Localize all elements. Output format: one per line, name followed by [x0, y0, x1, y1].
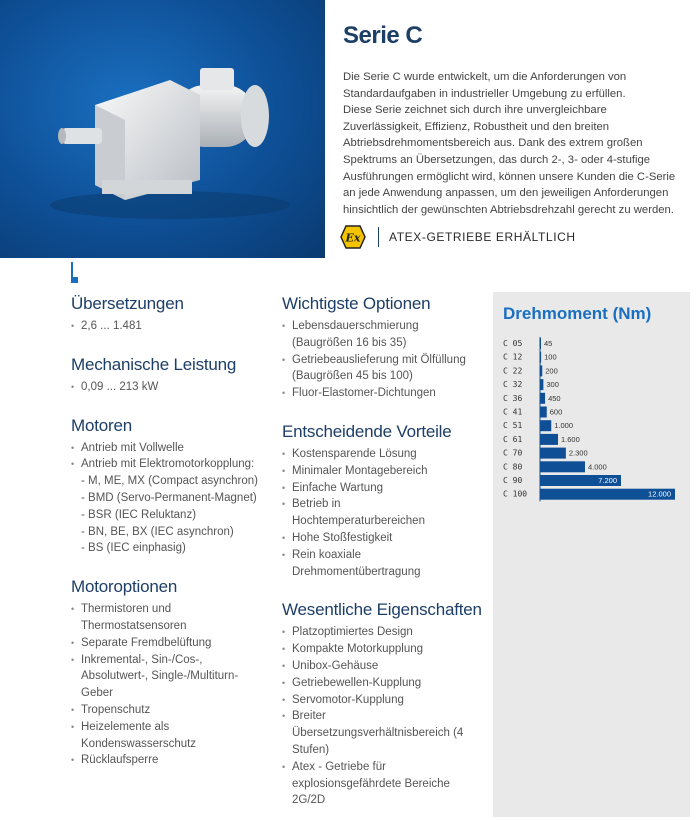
- value-label: 600: [549, 407, 563, 417]
- value-label: 7.200: [598, 476, 617, 485]
- list-item: • 2,6 ... 1.481: [71, 318, 276, 335]
- list-item: • Getriebeauslieferung mit Ölfüllung: [282, 352, 487, 369]
- value-label: 100: [544, 352, 557, 362]
- list-item: • Breiter: [282, 708, 487, 725]
- bullet-list: [71, 318, 276, 335]
- list-item: • Getriebewellen-Kupplung: [282, 675, 487, 692]
- list-item: (Baugrößen 45 bis 100): [292, 370, 413, 383]
- bullet-list: [71, 379, 276, 396]
- list-item: • Rein koaxiale: [282, 547, 487, 564]
- list-item: • Antrieb mit Elektromotorkopplung:: [71, 456, 276, 473]
- list-item: Thermostatsensoren: [81, 619, 187, 632]
- section: [71, 416, 276, 558]
- list-item: - BSR (IEC Reluktanz): [81, 508, 197, 521]
- category-label: C 32: [503, 380, 523, 390]
- value-label: 450: [548, 393, 561, 403]
- section: [71, 577, 276, 769]
- divider: [378, 227, 379, 247]
- list-item: • Servomotor-Kupplung: [282, 692, 487, 709]
- section: [71, 294, 276, 335]
- gearbox-illustration: [0, 0, 325, 258]
- list-item: • Antrieb mit Vollwelle: [71, 440, 276, 457]
- intro-line: Abtriebsdrehmomentsbereich aus. Dank des extrem großen: [343, 137, 643, 150]
- bullet-list: [282, 624, 487, 809]
- list-item: - M, ME, MX (Compact asynchron): [81, 475, 259, 488]
- list-item: • Separate Fremdbelüftung: [71, 635, 276, 652]
- section-accent: [71, 262, 78, 282]
- category-label: C 90: [503, 476, 523, 485]
- list-item: • Kostensparende Lösung: [282, 446, 487, 463]
- list-item: - BN, BE, BX (IEC asynchron): [81, 525, 234, 538]
- section: [282, 600, 487, 809]
- category-label: C 12: [503, 352, 523, 362]
- intro-line: Ausführungen ermöglicht wird, können unsere Kunden die C-Serie: [343, 170, 676, 183]
- value-label: 12.000: [648, 489, 671, 499]
- section-heading: Mechanische Leistung: [71, 354, 237, 374]
- intro-line: Standardaufgaben in industrieller Umgebung zu erfüllen.: [343, 87, 626, 100]
- bar: [540, 407, 547, 418]
- section: [71, 355, 276, 396]
- list-item: Übersetzungsverhältnisbereich (4: [292, 727, 464, 740]
- list-item: • Unibox-Gehäuse: [282, 658, 487, 675]
- list-item: • Minimaler Montagebereich: [282, 463, 487, 480]
- value-label: 2.300: [568, 448, 588, 458]
- left-column: [71, 294, 276, 789]
- list-item: • Tropenschutz: [71, 702, 276, 719]
- intro-line: Zuverlässigkeit, Effizienz, Robustheit und den breiten: [343, 120, 610, 133]
- value-label: 4.000: [588, 462, 607, 472]
- bar: [540, 379, 543, 390]
- list-item: • Atex - Getriebe für: [282, 759, 487, 776]
- section-heading: Übersetzungen: [71, 294, 184, 313]
- value-label: 45: [544, 339, 553, 348]
- value-label: 1.000: [554, 421, 574, 431]
- ex-hexagon-icon: [340, 225, 366, 249]
- category-label: C 22: [503, 366, 523, 376]
- middle-column: [282, 294, 487, 820]
- bar: [540, 434, 558, 445]
- bar: [540, 461, 585, 472]
- list-item: Absolutwert-, Single-/Multiturn-: [81, 670, 239, 683]
- product-image: [0, 0, 325, 258]
- bullet-list: [282, 446, 487, 580]
- section: [282, 294, 487, 402]
- list-item: • Thermistoren und: [71, 601, 276, 618]
- list-item: • Hohe Stoßfestigkeit: [282, 530, 487, 547]
- list-item: • Lebensdauerschmierung: [282, 318, 487, 335]
- page-title: Serie C: [343, 22, 423, 49]
- bullet-list: [71, 601, 276, 769]
- bullet-list: [71, 440, 276, 558]
- value-label: 300: [546, 380, 559, 390]
- bar: [540, 448, 566, 459]
- list-item: Stufen): [292, 743, 330, 756]
- list-item: • Platzoptimiertes Design: [282, 624, 487, 641]
- list-item: (Baugrößen 16 bis 35): [292, 336, 407, 349]
- intro-line: hinsichtlich der gewünschten Abtriebsdrehzahl gerecht zu werden.: [343, 203, 674, 216]
- bar: [540, 393, 545, 404]
- category-label: C 36: [503, 393, 523, 403]
- svg-text:Ex: Ex: [345, 231, 361, 245]
- atex-badge: [340, 224, 576, 250]
- list-item: • Rücklaufsperre: [71, 752, 276, 769]
- torque-bar-chart: [493, 334, 690, 509]
- category-label: C 41: [503, 407, 523, 417]
- list-item: explosionsgefährdete Bereiche: [292, 777, 450, 790]
- category-label: C 80: [503, 462, 523, 472]
- section-heading: Wichtigste Optionen: [282, 294, 431, 313]
- intro-paragraph: [343, 69, 683, 218]
- list-item: • Kompakte Motorkupplung: [282, 641, 487, 658]
- bar: [540, 352, 541, 363]
- atex-label: ATEX-GETRIEBE ERHÄLTLICH: [389, 230, 576, 244]
- list-item: - BMD (Servo-Permanent-Magnet): [81, 491, 257, 504]
- list-item: - BS (IEC einphasig): [81, 542, 186, 555]
- value-label: 200: [545, 366, 558, 376]
- section-heading: Wesentliche Eigenschaften: [282, 600, 482, 620]
- category-label: C 70: [503, 448, 523, 458]
- intro-line: an jede Anwendung anpassen, um den jeweiligen Anforderungen: [343, 187, 669, 200]
- list-item: • Einfache Wartung: [282, 480, 487, 497]
- section: [282, 422, 487, 580]
- bar: [540, 338, 541, 349]
- list-item: • Fluor-Elastomer-Dichtungen: [282, 385, 487, 402]
- list-item: Hochtemperaturbereichen: [292, 515, 425, 528]
- list-item: • Heizelemente als: [71, 719, 276, 736]
- intro-line: Diese Serie zeichnet sich durch ihre unvergleichbare: [343, 104, 607, 117]
- bullet-list: [282, 318, 487, 402]
- category-label: C 05: [503, 339, 523, 348]
- intro-line: Die Serie C wurde entwickelt, um die Anforderungen von: [343, 71, 627, 83]
- section-heading: Motoroptionen: [71, 577, 178, 597]
- list-item: • Inkremental-, Sin-/Cos-,: [71, 652, 276, 669]
- list-item: • 0,09 ... 213 kW: [71, 379, 276, 396]
- bar: [540, 365, 542, 376]
- torque-chart: [493, 292, 690, 817]
- list-item: Drehmomentübertragung: [292, 565, 421, 578]
- list-item: Geber: [81, 687, 113, 700]
- bar: [540, 420, 551, 431]
- section-heading: Motoren: [71, 415, 132, 435]
- category-label: C 51: [503, 421, 523, 431]
- list-item: • Betrieb in: [282, 496, 487, 513]
- section-heading: Entscheidende Vorteile: [282, 421, 452, 441]
- list-item: 2G/2D: [292, 794, 326, 807]
- category-label: C 61: [503, 434, 523, 444]
- category-label: C 100: [503, 489, 528, 499]
- list-item: Kondenswasserschutz: [81, 737, 197, 750]
- intro-line: Spektrums an Übersetzungen, das durch 2-, 3- oder 4-stufige: [343, 153, 651, 166]
- chart-title: Drehmoment (Nm): [503, 304, 652, 323]
- value-label: 1.600: [561, 434, 580, 444]
